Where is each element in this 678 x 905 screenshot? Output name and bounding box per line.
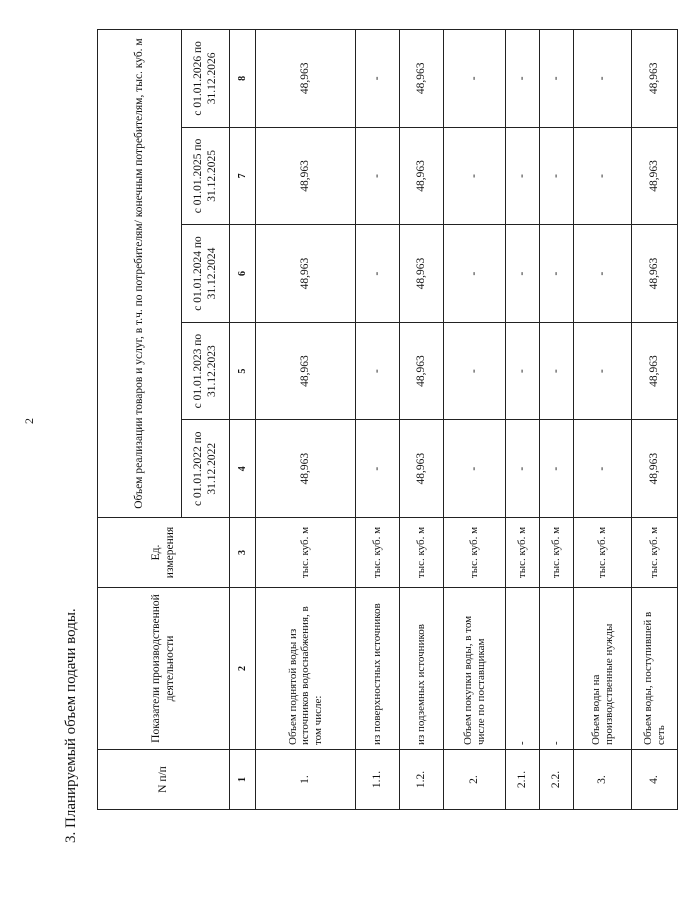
page-number: 2 xyxy=(22,418,36,424)
row-value: 48,963 xyxy=(400,420,444,518)
row-indicator: Объем покупки воды, в том числе по поставщикам xyxy=(444,588,506,750)
row-value: - xyxy=(356,322,400,420)
column-index: 6 xyxy=(230,225,256,323)
table-row xyxy=(256,30,356,810)
column-header-period: с 01.01.2024 по 31.12.2024 xyxy=(182,225,230,323)
table-row xyxy=(356,30,400,810)
row-unit: тыс. куб. м xyxy=(574,518,632,588)
row-value: 48,963 xyxy=(400,225,444,323)
row-number: 3. xyxy=(574,750,632,810)
column-index-row xyxy=(230,30,256,810)
row-value: - xyxy=(540,30,574,128)
table-row xyxy=(632,30,678,810)
column-index: 3 xyxy=(230,518,256,588)
column-header-indicator: Показатели производственной деятельности xyxy=(98,588,230,750)
row-value: 48,963 xyxy=(256,127,356,225)
row-indicator: Объем поднятой воды из источников водоснабжения, в том числе: xyxy=(256,588,356,750)
row-value: 48,963 xyxy=(632,30,678,128)
water-supply-table xyxy=(97,29,678,810)
row-value: - xyxy=(574,127,632,225)
row-unit: тыс. куб. м xyxy=(506,518,540,588)
row-value: 48,963 xyxy=(256,225,356,323)
row-value: 48,963 xyxy=(400,322,444,420)
column-index: 2 xyxy=(230,588,256,750)
row-value: - xyxy=(506,322,540,420)
row-value: - xyxy=(574,225,632,323)
row-value: - xyxy=(444,225,506,323)
column-index: 5 xyxy=(230,322,256,420)
column-index: 4 xyxy=(230,420,256,518)
row-value: - xyxy=(540,420,574,518)
row-value: 48,963 xyxy=(256,420,356,518)
row-value: - xyxy=(540,225,574,323)
row-unit: тыс. куб. м xyxy=(256,518,356,588)
row-value: - xyxy=(506,420,540,518)
row-value: - xyxy=(356,420,400,518)
row-unit: тыс. куб. м xyxy=(540,518,574,588)
row-value: 48,963 xyxy=(632,127,678,225)
column-index: 7 xyxy=(230,127,256,225)
row-indicator: - xyxy=(506,588,540,750)
row-indicator: Объем воды на производственные нужды xyxy=(574,588,632,750)
table-row xyxy=(400,30,444,810)
row-number: 1. xyxy=(256,750,356,810)
row-value: 48,963 xyxy=(400,30,444,128)
row-value: 48,963 xyxy=(400,127,444,225)
column-header-period: с 01.01.2026 по 31.12.2026 xyxy=(182,30,230,128)
row-value: - xyxy=(506,127,540,225)
column-header-period: с 01.01.2022 по 31.12.2022 xyxy=(182,420,230,518)
table-row xyxy=(540,30,574,810)
column-header-unit: Ед. измерения xyxy=(98,518,230,588)
table-row xyxy=(574,30,632,810)
row-value: - xyxy=(574,322,632,420)
table-row xyxy=(444,30,506,810)
row-value: - xyxy=(444,322,506,420)
row-value: - xyxy=(506,225,540,323)
row-value: 48,963 xyxy=(256,30,356,128)
column-index: 1 xyxy=(230,750,256,810)
row-indicator: из подземных источников xyxy=(400,588,444,750)
row-number: 2.1. xyxy=(506,750,540,810)
row-unit: тыс. куб. м xyxy=(632,518,678,588)
row-value: 48,963 xyxy=(632,225,678,323)
row-value: 48,963 xyxy=(632,420,678,518)
column-header-period: с 01.01.2023 по 31.12.2023 xyxy=(182,322,230,420)
row-value: - xyxy=(444,127,506,225)
row-number: 1.1. xyxy=(356,750,400,810)
row-unit: тыс. куб. м xyxy=(444,518,506,588)
table-row xyxy=(506,30,540,810)
row-value: - xyxy=(540,322,574,420)
row-value: 48,963 xyxy=(256,322,356,420)
section-heading: 3. Планируемый объем подачи воды. xyxy=(63,608,79,843)
row-value: - xyxy=(356,30,400,128)
row-number: 2. xyxy=(444,750,506,810)
row-number: 2.2. xyxy=(540,750,574,810)
row-value: - xyxy=(506,30,540,128)
row-value: - xyxy=(444,30,506,128)
row-value: - xyxy=(574,30,632,128)
table-body xyxy=(256,30,678,810)
row-indicator: - xyxy=(540,588,574,750)
row-indicator: Объем воды, поступившей в сеть xyxy=(632,588,678,750)
row-unit: тыс. куб. м xyxy=(356,518,400,588)
row-unit: тыс. куб. м xyxy=(400,518,444,588)
row-value: 48,963 xyxy=(632,322,678,420)
row-value: - xyxy=(444,420,506,518)
row-value: - xyxy=(540,127,574,225)
column-header-period: с 01.01.2025 по 31.12.2025 xyxy=(182,127,230,225)
row-value: - xyxy=(574,420,632,518)
row-number: 4. xyxy=(632,750,678,810)
column-index: 8 xyxy=(230,30,256,128)
row-value: - xyxy=(356,225,400,323)
column-header-num: N п/п xyxy=(98,750,230,810)
row-number: 1.2. xyxy=(400,750,444,810)
row-value: - xyxy=(356,127,400,225)
column-header-group: Объем реализации товаров и услуг, в т.ч. по потребителям/ конечным потребителям, тыс. куб. м xyxy=(98,30,182,518)
row-indicator: из поверхностных источников xyxy=(356,588,400,750)
